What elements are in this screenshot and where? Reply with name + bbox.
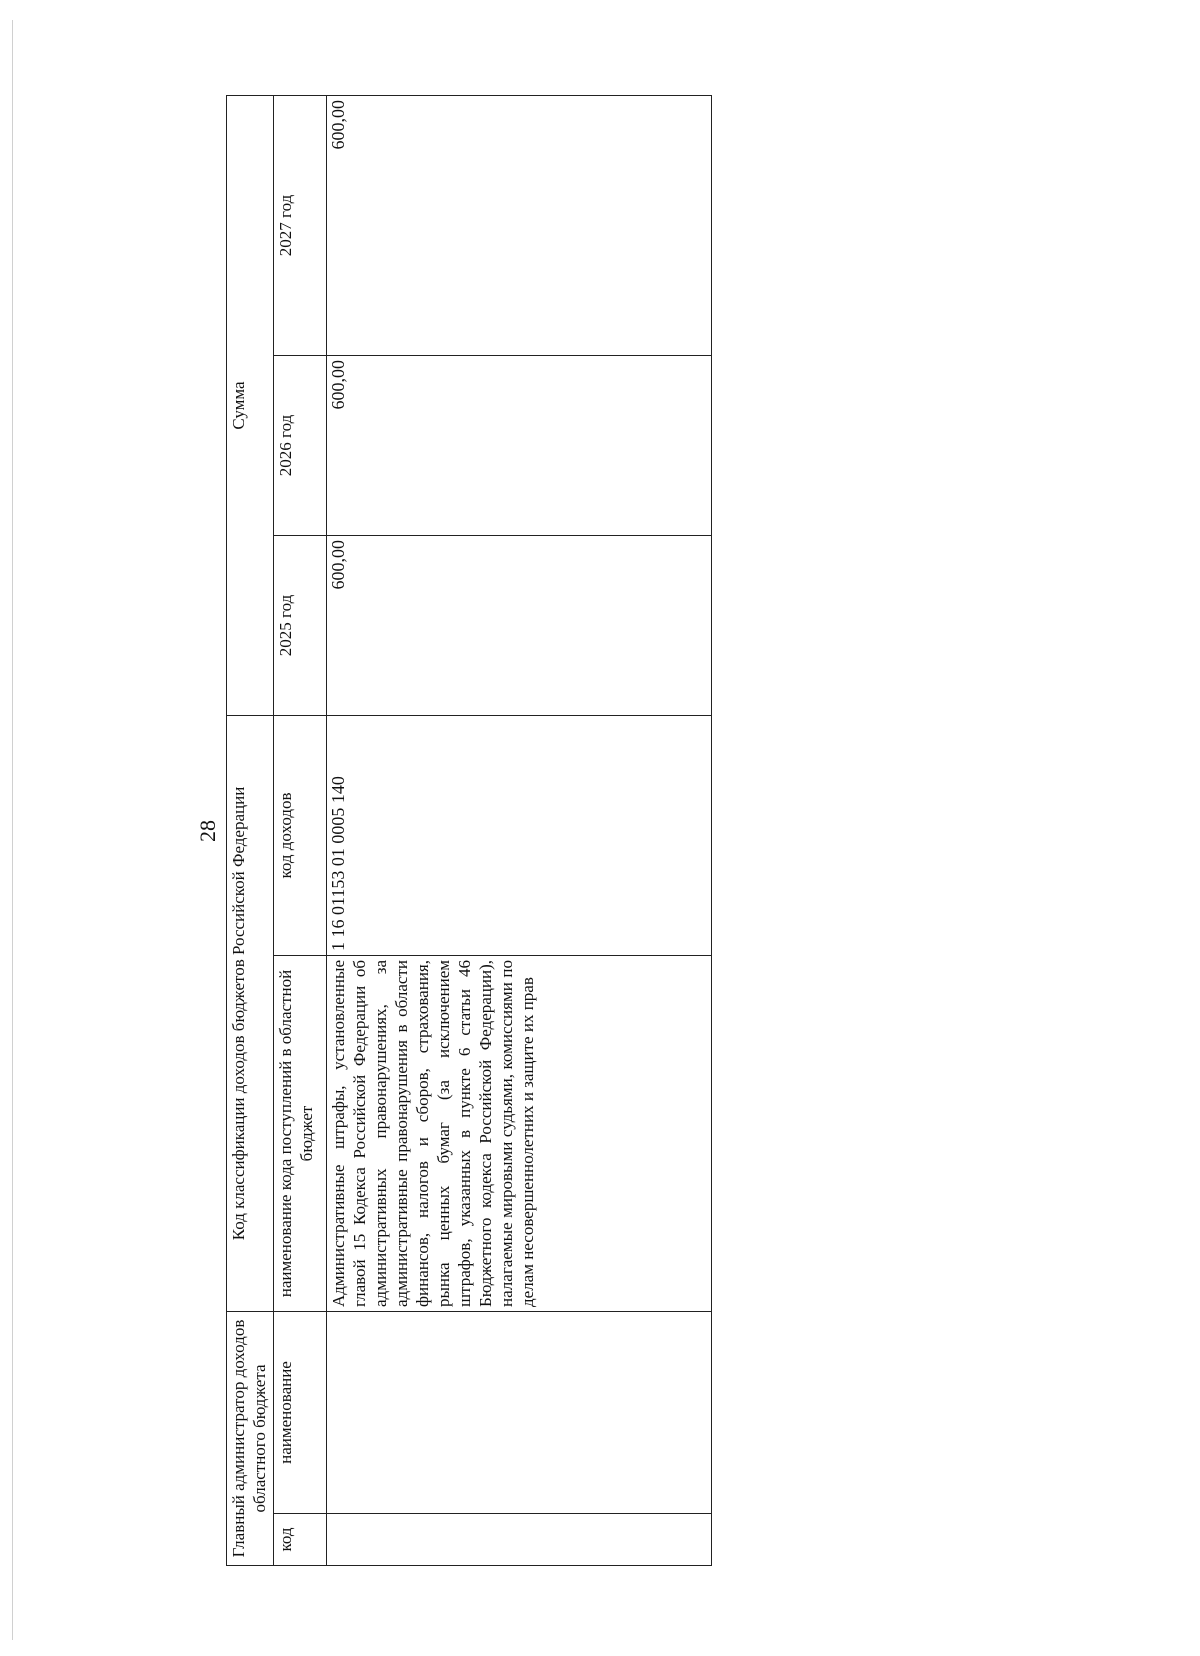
revenue-name-cell: Административные штрафы, установленные главой 15 Кодекса Российской Федерации об административных правонарушениях, за административные правонарушения в области финансов, налогов и сборов, страхования, рынка ценных бумаг (за исключением штрафов, указанных в пункте 6 статьи 46 Бюджетного кодекса Российской Федерации), налагаемые мировыми судьями, комиссиями по делам несовершеннолетних и защите их прав	[327, 956, 712, 1312]
header-row-groups	[227, 95, 274, 1565]
header-2025: 2025 год	[274, 535, 327, 715]
scan-edge-line	[12, 20, 13, 1640]
amount-2025-cell: 600,00	[327, 535, 712, 715]
amount-2027-cell: 600,00	[327, 95, 712, 355]
header-classification-group: Код классификации доходов бюджетов Российской Федерации	[227, 715, 274, 1311]
page-number: 28	[195, 820, 220, 842]
admin-name-cell	[327, 1312, 712, 1514]
header-admin-group: Главный администратор доходов областного бюджета	[227, 1312, 274, 1566]
header-code: код	[274, 1514, 327, 1566]
header-revenue-name: наименование кода поступлений в областной бюджет	[274, 956, 327, 1312]
header-row-columns	[274, 95, 327, 1565]
header-2026: 2026 год	[274, 355, 327, 535]
table-row	[327, 95, 712, 1565]
revenue-code-cell: 1 16 01153 01 0005 140	[327, 715, 712, 955]
header-revenue-code: код доходов	[274, 715, 327, 955]
amount-2026-cell: 600,00	[327, 355, 712, 535]
header-sum-group: Сумма	[227, 95, 274, 715]
revenue-table	[226, 95, 712, 1566]
header-2027: 2027 год	[274, 95, 327, 355]
header-name: наименование	[274, 1312, 327, 1514]
admin-code-cell	[327, 1514, 712, 1566]
rotated-page	[190, 96, 750, 1566]
